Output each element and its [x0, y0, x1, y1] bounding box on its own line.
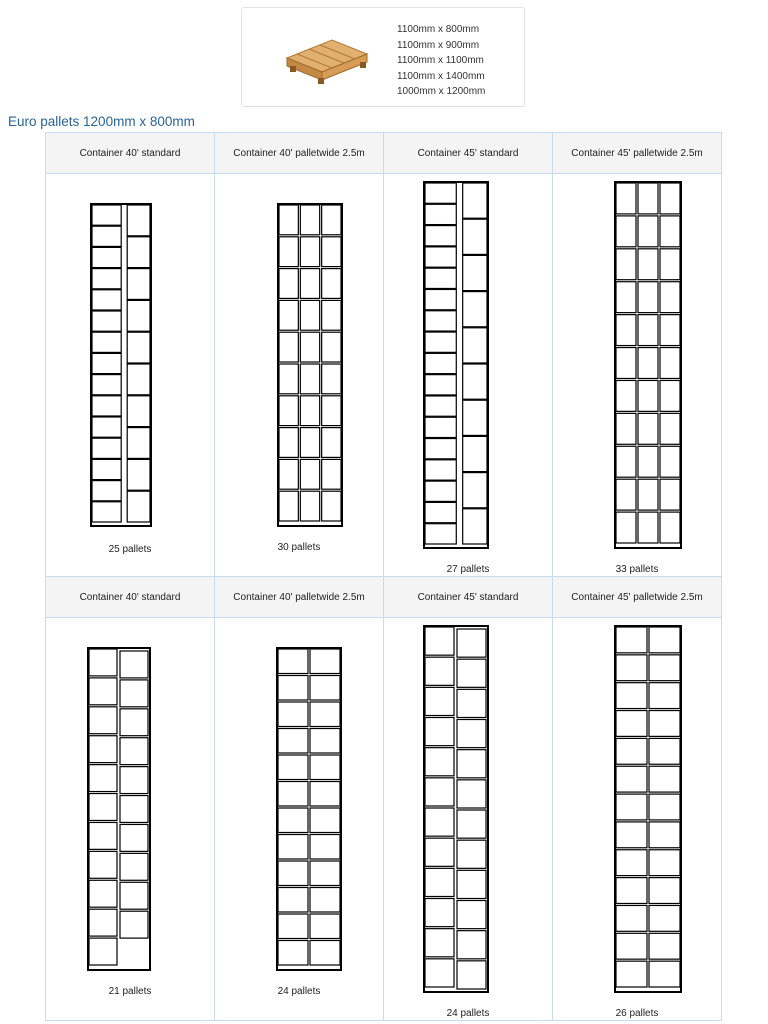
pallet: [425, 439, 456, 459]
pallet: [120, 796, 148, 823]
pallet: [616, 627, 647, 653]
pallet: [425, 748, 454, 776]
diagram-row: [46, 618, 722, 1021]
pallet: [638, 216, 658, 247]
pallet-image: [282, 28, 372, 88]
pallet: [120, 853, 148, 880]
pallet: [89, 794, 117, 821]
pallet: [649, 822, 680, 848]
pallet: [127, 396, 150, 427]
pallet: [322, 205, 341, 235]
pallet: [616, 479, 636, 510]
pallet: [310, 808, 340, 833]
pallet: [457, 870, 486, 898]
pallet: [463, 509, 487, 544]
pallet: [463, 219, 487, 254]
pallet: [278, 835, 308, 860]
size-item: 1100mm x 1100mm: [397, 55, 484, 66]
pallet: [89, 880, 117, 907]
pallet: [649, 850, 680, 876]
pallet: [425, 868, 454, 896]
pallet: [457, 840, 486, 868]
diagram-row: [46, 174, 722, 577]
pallet: [278, 861, 308, 886]
pallet: [92, 290, 121, 310]
pallet: [300, 237, 319, 267]
pallet: [92, 481, 121, 501]
pallet: [616, 738, 647, 764]
size-item: 1100mm x 1400mm: [397, 70, 485, 82]
pallet: [278, 649, 308, 674]
pallet-count: 24 pallets: [277, 986, 321, 997]
pallet: [92, 502, 121, 522]
pallet: [310, 755, 340, 780]
pallet: [649, 878, 680, 904]
pallet: [425, 332, 456, 352]
pallet: [463, 400, 487, 435]
pallet: [300, 332, 319, 362]
pallet: [616, 961, 647, 987]
pallet: [300, 491, 319, 521]
pallet: [279, 237, 298, 267]
size-item: 1000mm x 1200mm: [397, 86, 486, 97]
pallet: [278, 755, 308, 780]
pallet-count: 30 pallets: [277, 542, 321, 553]
column-header: Container 45' palletwide 2.5m: [553, 577, 722, 618]
pallet: [638, 446, 658, 477]
pallet: [638, 380, 658, 411]
pallet: [92, 375, 121, 395]
pallet: [457, 629, 486, 657]
pallet: [322, 300, 341, 330]
pallet: [310, 782, 340, 807]
pallet: [638, 413, 658, 444]
pallet: [425, 226, 456, 246]
pallet: [457, 659, 486, 687]
pallet: [616, 794, 647, 820]
pallet-sizes-card: [241, 7, 525, 107]
pallet: [463, 255, 487, 290]
pallet: [425, 627, 454, 655]
pallet: [278, 888, 308, 913]
pallet: [279, 428, 298, 458]
pallet: [127, 205, 150, 236]
pallet: [300, 300, 319, 330]
size-item: 1100mm x 900mm: [397, 39, 480, 51]
pallet: [616, 933, 647, 959]
pallet: [649, 794, 680, 820]
column-header: Container 45' palletwide 2.5m: [553, 133, 722, 174]
container-svg: [46, 174, 216, 576]
pallet: [616, 413, 636, 444]
pallet: [278, 702, 308, 727]
pallet: [310, 861, 340, 886]
container-svg: [384, 174, 554, 576]
pallet: [425, 718, 454, 746]
pallet: [310, 649, 340, 674]
pallet: [92, 311, 121, 331]
pallet: [89, 822, 117, 849]
header-row: [46, 577, 722, 618]
pallet: [425, 353, 456, 373]
pallet-count: 26 pallets: [615, 1008, 659, 1019]
container-svg: [384, 618, 554, 1020]
pallet: [278, 914, 308, 939]
column-header: Container 45' standard: [384, 133, 553, 174]
pallet: [322, 428, 341, 458]
pallet: [616, 683, 647, 709]
container-diagram: [384, 618, 552, 1020]
pallet: [120, 651, 148, 678]
pallet: [89, 649, 117, 676]
pallet: [89, 909, 117, 936]
container-table: [45, 132, 722, 1021]
column-header: Container 40' standard: [46, 133, 215, 174]
pallet: [425, 808, 454, 836]
container-diagram: [553, 174, 721, 576]
pallet: [127, 269, 150, 300]
pallet: [322, 269, 341, 299]
pallet: [425, 204, 456, 224]
pallet: [457, 720, 486, 748]
column-header: Container 40' palletwide 2.5m: [215, 577, 384, 618]
pallet: [616, 655, 647, 681]
pallet: [322, 364, 341, 394]
pallet: [89, 707, 117, 734]
pallet: [425, 657, 454, 685]
pallet: [120, 824, 148, 851]
pallet: [616, 380, 636, 411]
pallet: [310, 888, 340, 913]
pallet: [425, 524, 456, 544]
pallet: [310, 835, 340, 860]
pallet: [425, 247, 456, 267]
pallet: [322, 237, 341, 267]
pallet: [310, 941, 340, 966]
pallet: [120, 709, 148, 736]
pallet-count: 21 pallets: [108, 986, 152, 997]
pallet: [660, 249, 680, 280]
pallet: [457, 931, 486, 959]
pallet: [279, 300, 298, 330]
pallet: [127, 491, 150, 522]
container-svg: [215, 174, 385, 576]
pallet: [279, 205, 298, 235]
pallet: [660, 216, 680, 247]
pallet: [300, 396, 319, 426]
pallet: [649, 683, 680, 709]
pallet: [425, 183, 456, 203]
pallet: [310, 676, 340, 701]
pallet: [457, 780, 486, 808]
pallet: [649, 738, 680, 764]
pallet: [638, 512, 658, 543]
pallet: [92, 226, 121, 246]
pallet: [660, 183, 680, 214]
pallet: [616, 315, 636, 346]
pallet: [310, 702, 340, 727]
pallet: [92, 417, 121, 437]
container-diagram: [46, 174, 214, 576]
pallet: [92, 459, 121, 479]
pallet: [616, 850, 647, 876]
pallet: [425, 417, 456, 437]
pallet: [92, 205, 121, 225]
pallet: [278, 729, 308, 754]
pallet: [127, 364, 150, 395]
container-svg: [215, 618, 385, 1020]
pallet-count: 27 pallets: [446, 564, 490, 575]
pallet: [649, 961, 680, 987]
pallet: [127, 237, 150, 268]
pallet: [279, 332, 298, 362]
pallet: [127, 459, 150, 490]
pallet: [120, 680, 148, 707]
pallet: [89, 678, 117, 705]
container-diagram: [553, 618, 721, 1020]
pallet: [660, 512, 680, 543]
pallet: [425, 268, 456, 288]
pallet: [457, 750, 486, 778]
pallet: [279, 269, 298, 299]
pallet: [616, 249, 636, 280]
pallet: [638, 315, 658, 346]
pallet: [279, 491, 298, 521]
pallet: [425, 687, 454, 715]
container-svg: [46, 618, 216, 1020]
pallet: [120, 882, 148, 909]
pallet: [92, 332, 121, 352]
pallet: [425, 929, 454, 957]
pallet: [92, 269, 121, 289]
pallet: [660, 380, 680, 411]
pallet: [425, 311, 456, 331]
container-svg: [553, 174, 723, 576]
pallet: [425, 838, 454, 866]
pallet: [89, 765, 117, 792]
pallet: [425, 481, 456, 501]
pallet-count: 24 pallets: [446, 1008, 490, 1019]
pallet: [616, 446, 636, 477]
pallet: [127, 332, 150, 363]
column-header: Container 45' standard: [384, 577, 553, 618]
pallet: [660, 479, 680, 510]
pallet: [616, 711, 647, 737]
pallet: [660, 282, 680, 313]
pallet: [278, 941, 308, 966]
pallet: [660, 413, 680, 444]
pallet: [425, 899, 454, 927]
container-svg: [553, 618, 723, 1020]
size-item: 1100mm x 800mm: [397, 24, 480, 35]
pallet: [300, 269, 319, 299]
pallet: [463, 473, 487, 508]
pallet: [92, 438, 121, 458]
pallet: [616, 822, 647, 848]
container-diagram: [384, 174, 552, 576]
pallet: [425, 502, 456, 522]
pallet: [616, 878, 647, 904]
pallet: [463, 183, 487, 218]
pallet-sizes-list: [397, 22, 485, 100]
pallet: [425, 460, 456, 480]
pallet: [279, 396, 298, 426]
pallet: [463, 364, 487, 399]
pallet: [89, 851, 117, 878]
pallet: [649, 711, 680, 737]
column-header: Container 40' palletwide 2.5m: [215, 133, 384, 174]
pallet: [120, 911, 148, 938]
pallet: [92, 353, 121, 373]
pallet: [463, 436, 487, 471]
pallet: [322, 459, 341, 489]
pallet: [92, 247, 121, 267]
pallet: [425, 289, 456, 309]
pallet: [278, 782, 308, 807]
pallet: [649, 627, 680, 653]
pallet: [649, 655, 680, 681]
container-diagram: [215, 174, 383, 576]
pallet: [279, 364, 298, 394]
pallet: [649, 766, 680, 792]
pallet: [278, 676, 308, 701]
pallet: [310, 729, 340, 754]
pallet: [638, 249, 658, 280]
pallet: [638, 479, 658, 510]
pallet: [300, 205, 319, 235]
section-title: Euro pallets 1200mm x 800mm: [8, 114, 195, 129]
pallet: [616, 282, 636, 313]
pallet: [120, 767, 148, 794]
pallet: [463, 328, 487, 363]
pallet: [322, 332, 341, 362]
pallet: [425, 375, 456, 395]
pallet: [457, 901, 486, 929]
column-header: Container 40' standard: [46, 577, 215, 618]
pallet: [457, 810, 486, 838]
pallet: [278, 808, 308, 833]
pallet: [457, 689, 486, 717]
pallet: [425, 396, 456, 416]
pallet: [89, 736, 117, 763]
container-diagram: [46, 618, 214, 1020]
pallet: [649, 905, 680, 931]
pallet: [616, 216, 636, 247]
header-row: [46, 133, 722, 174]
pallet: [300, 459, 319, 489]
pallet: [322, 396, 341, 426]
pallet: [638, 348, 658, 379]
pallet: [425, 778, 454, 806]
pallet: [300, 364, 319, 394]
pallet: [660, 315, 680, 346]
pallet: [425, 959, 454, 987]
pallet: [660, 446, 680, 477]
pallet: [457, 961, 486, 989]
pallet-count: 33 pallets: [615, 564, 659, 575]
pallet: [89, 938, 117, 965]
pallet: [463, 292, 487, 327]
pallet: [649, 933, 680, 959]
pallet: [616, 905, 647, 931]
pallet: [120, 738, 148, 765]
pallet-count: 25 pallets: [108, 544, 152, 555]
pallet: [92, 396, 121, 416]
pallet: [127, 428, 150, 459]
pallet: [127, 300, 150, 331]
pallet: [660, 348, 680, 379]
pallet: [279, 459, 298, 489]
pallet: [638, 282, 658, 313]
container-diagram: [215, 618, 383, 1020]
pallet: [616, 183, 636, 214]
pallet: [300, 428, 319, 458]
pallet: [322, 491, 341, 521]
pallet: [310, 914, 340, 939]
pallet: [616, 348, 636, 379]
pallet: [616, 766, 647, 792]
pallet: [638, 183, 658, 214]
pallet: [616, 512, 636, 543]
